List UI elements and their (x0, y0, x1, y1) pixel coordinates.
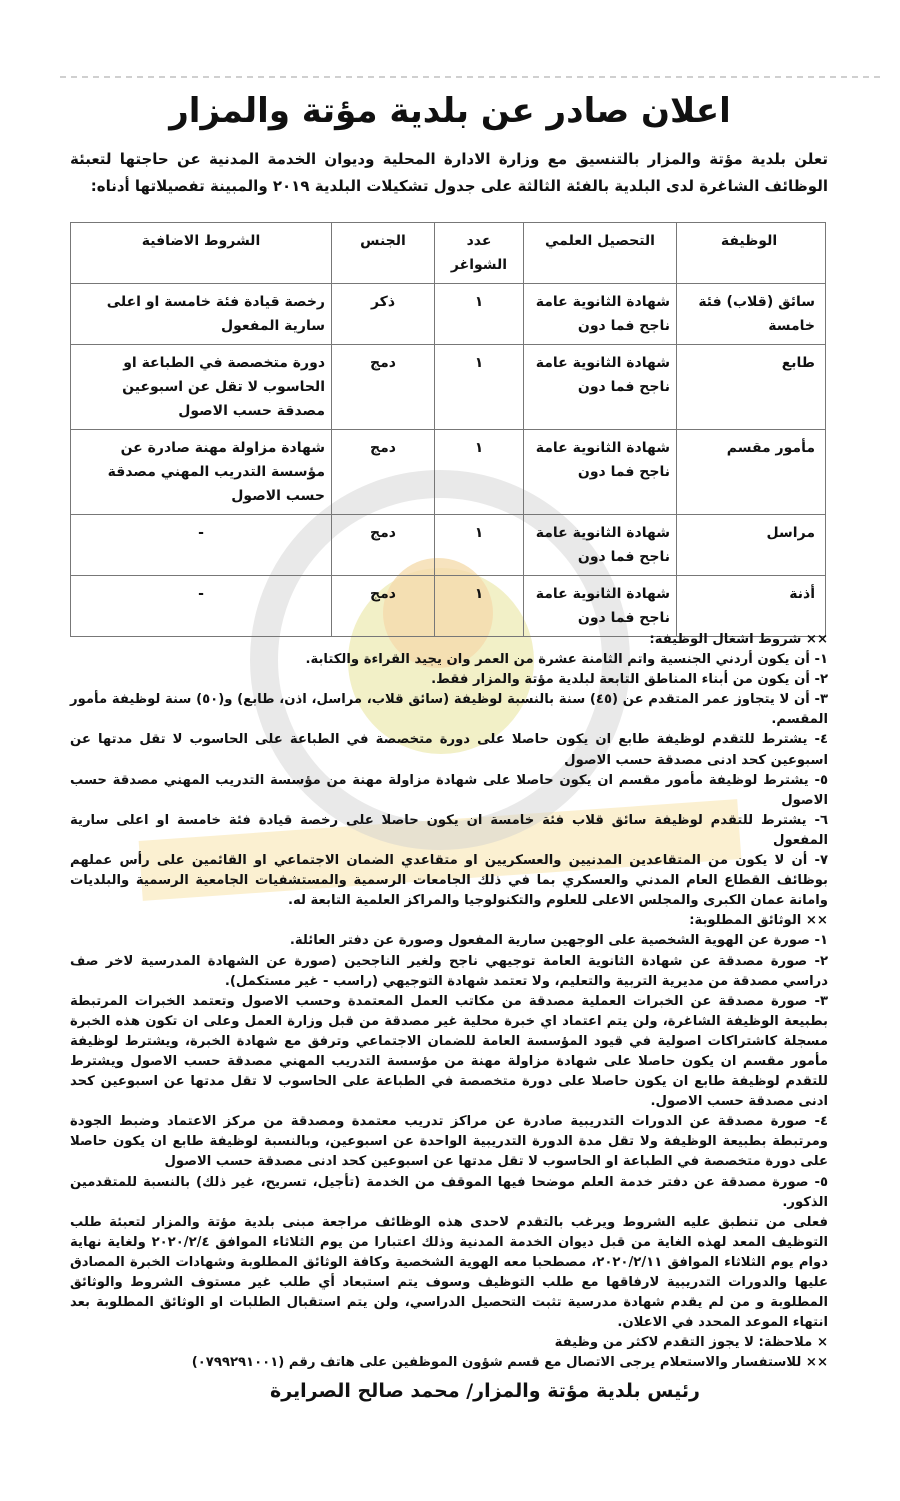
row-extra-conditions: - (71, 515, 332, 576)
documents-heading: ×× الوثائق المطلوبة: (689, 913, 828, 929)
row-extra-conditions: - (71, 576, 332, 637)
row-extra-conditions: شهادة مزاولة مهنة صادرة عن مؤسسة التدريب المهني مصدقة حسب الاصول (71, 430, 332, 515)
row-job: سائق (قلاب) فئة خامسة (677, 284, 826, 345)
row-education: شهادة الثانوية عامة ناجح فما دون (524, 284, 677, 345)
signature: رئيس بلدية مؤتة والمزار/ محمد صالح الصرايرة (270, 1380, 700, 1402)
row-gender: ذكر (332, 284, 435, 345)
condition-item: ٥- يشترط لوظيفة مأمور مقسم ان يكون حاصلا على شهادة مزاولة مهنة من مؤسسة التدريب المهني مصدقة حسب الاصول (70, 772, 828, 808)
row-extra-conditions: دورة متخصصة في الطباعة او الحاسوب لا تقل عن اسبوعين مصدقة حسب الاصول (71, 345, 332, 430)
table-row (71, 576, 826, 637)
table-header-row (71, 223, 826, 284)
header-gender: الجنس (332, 223, 435, 284)
header-education: التحصيل العلمي (524, 223, 677, 284)
condition-item: ٧- أن لا يكون من المتقاعدين المدنيين والعسكريين او متقاعدي الضمان الاجتماعي او القائمين على رأس عملهم بوظائف القطاع العام المدني والعسكري بما في ذلك الجامعات الرسمية والمستشفيات الجامعية الرسمية والبلديات وامانة عمان الكبرى والمجلس الاعلى للعلوم والتكنولوجيا والمراكز العلمية التابعة له. (70, 853, 828, 909)
row-vacancies: ١ (435, 345, 524, 430)
document-item: ١- صورة عن الهوية الشخصية على الوجهين سارية المفعول وصورة عن دفتر العائلة. (289, 933, 828, 949)
row-education: شهادة الثانوية عامة ناجح فما دون (524, 576, 677, 637)
conditions-heading: ×× شروط اشغال الوظيفة: (649, 632, 828, 647)
document-item: ٤- صورة مصدقة عن الدورات التدريبية صادرة عن مراكز تدريب معتمدة ومصدقة من مركز الاعتماد وضبط الجودة ومرتبطة بطبيعة الوظيفة ولا تقل مدة الدورة التدريبية الواحدة عن اسبوعين، وبالنسبة لوظيفة طابع ان يكون حاصلا على دورة متخصصة في الطباعة او الحاسوب لا تقل مدتها عن اسبوعين كحد ادنى مصدقة حسب الاصول (70, 1114, 828, 1170)
application-instructions: فعلى من تنطبق عليه الشروط ويرغب بالتقدم لاحدى هذه الوظائف مراجعة مبنى بلدية مؤتة والمزار لتعبئة طلب التوظيف المعد لهذه الغاية من قبل ديوان الخدمة المدنية وذلك اعتبارا من يوم الثلاثاء الموافق ٢٠٢٠/٢/٤ ولغاية نهاية دوام يوم الثلاثاء الموافق ٢٠٢٠/٢/١١، مصطحبا معه الهوية الشخصية وكافة الوثائق المطلوبة وشهادات الخبرة المصادق عليها والدورات التدريبية لارفاقها مع طلب التوظيف وسوف يتم استبعاد أي طلب غير مستوف الشروط والوثائق المطلوبة و من لم يقدم شهادة مدرسية تثبت التحصيل الدراسي، ولن يتم استقبال الطلبات او الوثائق المطلوبة بعد انتهاء الموعد المحدد في الاعلان. (70, 1214, 828, 1331)
condition-item: ١- أن يكون أردني الجنسية واتم الثامنة عشرة من العمر وان يجيد القراءة والكتابة. (305, 652, 828, 668)
announcement-title: اعلان صادر عن بلدية مؤتة والمزار (169, 91, 731, 131)
table-row (71, 430, 826, 515)
row-extra-conditions: رخصة قيادة فئة خامسة او اعلى سارية المفعول (71, 284, 332, 345)
header-vacancies: عدد الشواغر (435, 223, 524, 284)
row-vacancies: ١ (435, 515, 524, 576)
announcement-body (70, 630, 828, 1373)
row-vacancies: ١ (435, 576, 524, 637)
row-job: أذنة (677, 576, 826, 637)
row-vacancies: ١ (435, 430, 524, 515)
scan-edge (60, 76, 880, 78)
note: × ملاحظة: لا يجوز التقدم لاكثر من وظيفة (554, 1335, 828, 1351)
row-job: طابع (677, 345, 826, 430)
row-job: مأمور مقسم (677, 430, 826, 515)
document-item: ٢- صورة مصدقة عن شهادة الثانوية العامة توجيهي ناجح ولغير الناجحين (صورة عن الشهادة المدرسية لاخر صف دراسي مصدقة من مديرية التربية والتعليم، ولا تعتمد شهادة التوجيهي (راسب - غير مستكمل). (70, 953, 828, 989)
condition-item: ٣- أن لا يتجاوز عمر المتقدم عن (٤٥) سنة بالنسبة لوظيفة (سائق قلاب، مراسل، اذن، طابع) و(٥٠) سنة لوظيفة مأمور المقسم. (70, 692, 828, 728)
row-gender: دمج (332, 576, 435, 637)
table-row (71, 345, 826, 430)
document-item: ٣- صورة مصدقة عن الخبرات العملية مصدقة من مكاتب العمل المعتمدة وحسب الاصول وتعتمد الخبرات المرتبطة بطبيعة الوظيفة الشاغرة، ولن يتم اعتماد اي خبرة محلية غير مصدقة من قبل وزارة العمل وعلى ان تكون هذه الخبرة مسجلة كاشتراكات اصولية في قيود المؤسسة العامة للضمان الاجتماعي وترفق مع شهادة الخبرة، ويشترط لوظيفة مأمور مقسم ان يكون حاصلا على شهادة مزاولة مهنة من مؤسسة التدريب المهني مصدقة حسب الاصول ويشترط للتقدم لوظيفة طابع ان يكون حاصلا على دورة متخصصة في الطباعة على الحاسوب لا تقل مدتها عن اسبوعين كحد ادنى مصدقة حسب الاصول. (70, 993, 828, 1110)
header-extra-conditions: الشروط الاضافية (71, 223, 332, 284)
row-gender: دمج (332, 345, 435, 430)
row-education: شهادة الثانوية عامة ناجح فما دون (524, 430, 677, 515)
row-job: مراسل (677, 515, 826, 576)
document-item: ٥- صورة مصدقة عن دفتر خدمة العلم موضحا فيها الموقف من الخدمة (تأجيل، تسريح، غير ذلك) بالنسبة للمتقدمين الذكور. (70, 1174, 828, 1210)
condition-item: ٤- يشترط للتقدم لوظيفة طابع ان يكون حاصلا على دورة متخصصة في الطباعة على الحاسوب لا تقل مدتها عن اسبوعين كحد ادنى مصدقة حسب الاصول (70, 732, 828, 768)
vacancies-table (70, 222, 826, 637)
contact-info: ×× للاستفسار والاستعلام يرجى الاتصال مع قسم شؤون الموظفين على هاتف رقم (٠٧٩٩٢٩١٠٠١) (191, 1355, 828, 1371)
condition-item: ٢- أن يكون من أبناء المناطق التابعة لبلدية مؤتة والمزار فقط. (431, 672, 828, 688)
table-row (71, 515, 826, 576)
table-row (71, 284, 826, 345)
row-education: شهادة الثانوية عامة ناجح فما دون (524, 345, 677, 430)
row-gender: دمج (332, 430, 435, 515)
row-vacancies: ١ (435, 284, 524, 345)
header-job: الوظيفة (677, 223, 826, 284)
announcement-intro: تعلن بلدية مؤتة والمزار بالتنسيق مع وزارة الادارة المحلية وديوان الخدمة المدنية عن حاجتها لتعبئة الوظائف الشاغرة لدى البلدية بالفئة الثالثة على جدول تشكيلات البلدية ٢٠١٩ والمبينة تفصيلاتها أدناه: (70, 150, 828, 195)
condition-item: ٦- يشترط للتقدم لوظيفة سائق قلاب فئة خامسة ان يكون حاصلا على رخصة قيادة فئة خامسة او اعلى سارية المفعول (70, 812, 828, 848)
row-education: شهادة الثانوية عامة ناجح فما دون (524, 515, 677, 576)
row-gender: دمج (332, 515, 435, 576)
